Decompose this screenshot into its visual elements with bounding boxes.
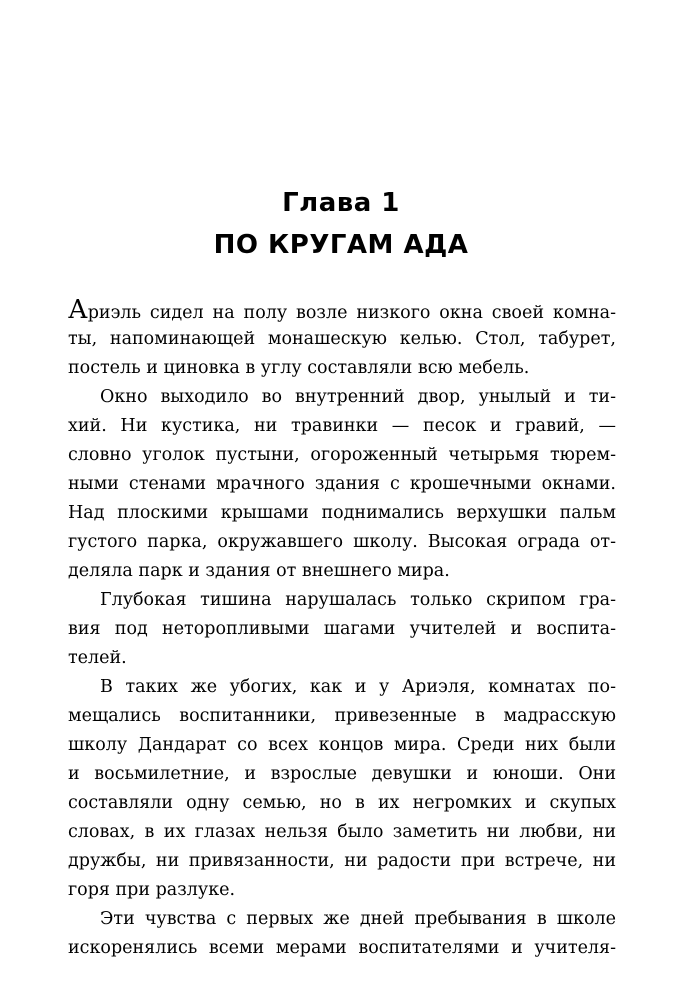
text-line: дружбы, ни привязанности, ни радости при встрече, ни [68,851,616,871]
text-line: вия под неторопливыми шагами учителей и воспита- [68,619,616,639]
text-line: телей. [68,648,127,668]
chapter-title: ПО КРУГАМ АДА [213,230,469,260]
drop-initial: А [68,295,88,325]
text-line: В таких же убогих, как и у Ариэля, комнатах по- [100,677,616,697]
chapter-body [68,296,616,963]
text-line: Глубокая тишина нарушалась только скрипом гра- [100,590,616,610]
text-line: Над плоскими крышами поднимались верхушки пальм [68,503,616,523]
text-line: искоренялись всеми мерами воспитателями и учителя- [68,938,616,958]
text-line: хий. Ни кустика, ни травинки — песок и гравий, — [68,416,616,436]
text-line: Окно выходило во внутренний двор, унылый и ти- [100,387,616,407]
text-line: постель и циновка в углу составляли всю мебель. [68,358,530,378]
text-line: горя при разлуке. [68,880,236,900]
text-line: школу Дандарат со всех концов мира. Среди них были [68,735,616,755]
text-line: составляли одну семью, но в их негромких и скупых [68,793,616,813]
text-line: словно уголок пустыни, огороженный четырьмя тюрем- [68,445,616,465]
text-line: деляла парк и здания от внешнего мира. [68,561,450,581]
text-line: словах, в их глазах нельзя было заметить ни любви, ни [68,822,616,842]
text-line: густого парка, окружавшего школу. Высокая ограда от- [68,532,616,552]
text-line: ными стенами мрачного здания с крошечными окнами. [68,474,616,494]
text-line: Ариэль сидел на полу возле низкого окна своей комна- [68,295,616,325]
text-line: ты, напоминающей монашескую келью. Стол, табурет, [68,329,616,349]
chapter-number: Глава 1 [282,188,400,218]
text-line: и восьмилетние, и взрослые девушки и юноши. Они [68,764,616,784]
text-line: Эти чувства с первых же дней пребывания в школе [100,909,616,929]
text-line: мещались воспитанники, привезенные в мадрасскую [68,706,616,726]
